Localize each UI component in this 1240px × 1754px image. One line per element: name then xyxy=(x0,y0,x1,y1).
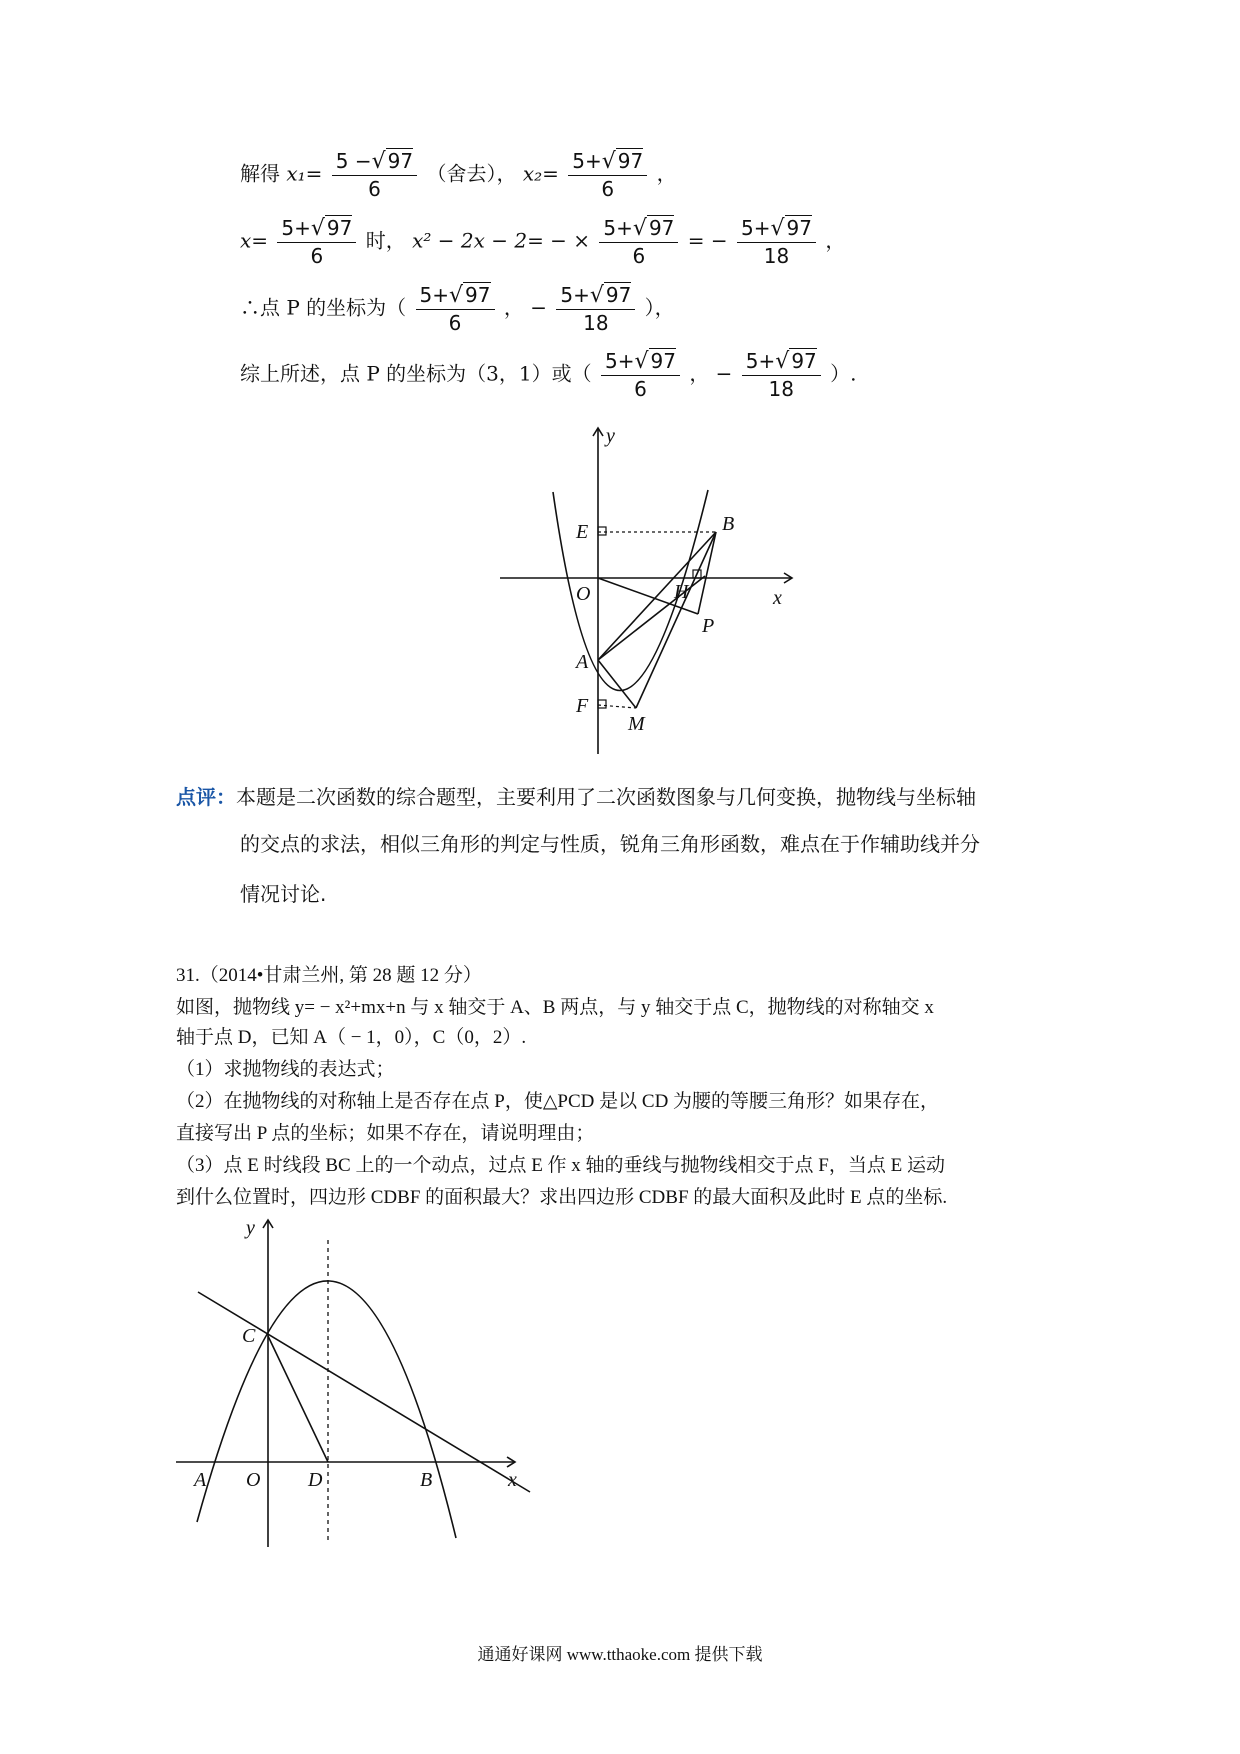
sqrt-value: 97 xyxy=(387,149,414,173)
var-x: x= xyxy=(240,228,269,253)
question-part-1: （1）求抛物线的表达式； xyxy=(176,1059,395,1080)
question-part-3b: 到什么位置时，四边形 CDBF 的面积最大？求出四边形 CDBF 的最大面积及此时 E 点的坐标. xyxy=(176,1187,948,1208)
question-stem-2: 轴于点 D，已知 A（ − 1，0），C（0，2）. xyxy=(176,1027,527,1048)
fraction: $\frac{5+√ 97}{6}$ xyxy=(416,282,495,336)
fraction: $\frac{5+√ 97}{18}$ xyxy=(556,282,635,336)
fraction: $\frac{5+√ 97}{6}$ xyxy=(568,148,647,202)
var-x2: x₂= xyxy=(522,161,559,186)
var-x1: x₁= xyxy=(286,161,323,186)
label-B: B xyxy=(420,1469,433,1491)
figure-parabola-2 xyxy=(170,1212,540,1557)
label-A: A xyxy=(576,651,589,673)
label-F: F xyxy=(576,695,589,717)
num-part: 5+ xyxy=(740,216,771,240)
den: 6 xyxy=(368,177,381,201)
expression: x² − 2x − 2= − xyxy=(412,228,567,253)
den: 18 xyxy=(768,377,794,401)
label-x: x xyxy=(508,1469,517,1491)
text: ）， xyxy=(644,295,675,320)
question-part-2b: 直接写出 P 点的坐标；如果不存在，请说明理由； xyxy=(176,1123,595,1144)
num-part: 5+ xyxy=(603,216,633,240)
segment-AM xyxy=(598,660,636,708)
parabola-curve xyxy=(197,1281,456,1538)
question-part-3a: （3）点 E 时线段 BC 上的一个动点，过点 E 作 x 轴的垂线与抛物线相交于点 F，当点 E 运动 xyxy=(176,1155,945,1176)
comment-line-3: 情况讨论. xyxy=(240,882,327,906)
right-angle-F xyxy=(598,700,606,708)
label-D: D xyxy=(308,1469,323,1491)
text: ， xyxy=(656,161,677,186)
fraction: $\frac{5+√ 97}{6}$ xyxy=(599,215,678,269)
label-x: x xyxy=(773,587,782,609)
sqrt-value: 97 xyxy=(617,149,644,173)
num-part: 5+ xyxy=(745,349,776,373)
label-y: y xyxy=(606,425,615,447)
label-M: M xyxy=(628,713,645,735)
fraction: $\frac{5+√ 97}{6}$ xyxy=(601,348,680,402)
text: ∴点 P 的坐标为（ xyxy=(240,295,407,320)
num-part: 5+ xyxy=(572,149,602,173)
figure-parabola-1 xyxy=(490,420,810,760)
footer: 通通好课网 www.tthaoke.com 提供下载 xyxy=(477,1645,763,1664)
den: 18 xyxy=(583,311,609,335)
fraction: $\frac{5+√ 97}{6}$ xyxy=(277,215,356,269)
fraction: $\frac{5+√ 97}{18}$ xyxy=(742,348,821,402)
segment-AB xyxy=(598,532,716,660)
segment-AH xyxy=(598,576,705,660)
label-P: P xyxy=(702,615,715,637)
fraction: $\frac{5+√ 97}{18}$ xyxy=(737,215,816,269)
sqrt-value: 97 xyxy=(648,216,675,240)
den: 6 xyxy=(634,377,647,401)
den: 6 xyxy=(310,244,324,268)
solution-line-4 xyxy=(240,348,856,402)
sqrt-value: 97 xyxy=(326,216,353,240)
sqrt-value: 97 xyxy=(465,283,491,307)
num-part: 5+ xyxy=(281,216,311,240)
den: 6 xyxy=(448,311,462,335)
fraction: $\frac{5 -√ 97}{6}$ xyxy=(332,148,417,202)
den: 6 xyxy=(632,244,646,268)
right-angle-E xyxy=(598,527,606,535)
solution-line-3 xyxy=(240,282,675,336)
comment-line-1 xyxy=(176,780,976,814)
label-y: y xyxy=(246,1217,255,1239)
num-part: 5+ xyxy=(419,283,450,307)
text: 解得 xyxy=(240,161,280,186)
den: 6 xyxy=(601,177,615,201)
label-O: O xyxy=(246,1469,261,1491)
label-H: H xyxy=(674,581,689,603)
num-part: 5+ xyxy=(604,349,635,373)
sqrt-value: 97 xyxy=(605,283,632,307)
num-part: 5 − xyxy=(335,149,372,173)
text: ， xyxy=(825,228,846,253)
sqrt-value: 97 xyxy=(786,216,812,240)
comment-label: 点评： xyxy=(176,785,236,809)
sqrt-value: 97 xyxy=(650,349,676,373)
text: × xyxy=(573,228,591,253)
text: （舍去）， xyxy=(426,161,517,186)
comment-line-2: 的交点的求法，相似三角形的判定与性质，锐角三角形函数，难点在于作辅助线并分 xyxy=(240,832,980,856)
den: 18 xyxy=(763,244,790,268)
text: ， − xyxy=(689,361,733,386)
sqrt-value: 97 xyxy=(791,349,817,373)
solution-line-2 xyxy=(240,215,845,269)
text: = − xyxy=(687,228,728,253)
segment-CD xyxy=(268,1336,328,1462)
question-header: 31.（2014•甘肃兰州, 第 28 题 12 分） xyxy=(176,965,482,986)
text: 时， xyxy=(365,228,406,253)
question-part-2a: （2）在抛物线的对称轴上是否存在点 P，使△PCD 是以 CD 为腰的等腰三角形？如果存在， xyxy=(176,1091,940,1112)
text: 综上所述，点 P 的坐标为（3，1）或（ xyxy=(240,361,592,386)
solution-line-1 xyxy=(240,148,677,202)
text: ， − xyxy=(503,295,547,320)
label-A: A xyxy=(194,1469,207,1491)
label-E: E xyxy=(576,521,589,543)
num-part: 5+ xyxy=(560,283,590,307)
comment-text: 本题是二次函数的综合题型，主要利用了二次函数图象与几何变换，抛物线与坐标轴 xyxy=(236,785,976,809)
text: ）. xyxy=(830,361,857,386)
label-O: O xyxy=(576,583,591,605)
question-stem-1: 如图，抛物线 y= − x²+mx+n 与 x 轴交于 A、B 两点，与 y 轴交于点 C，抛物线的对称轴交 x xyxy=(176,997,934,1018)
label-B: B xyxy=(722,513,735,535)
label-C: C xyxy=(242,1325,256,1347)
